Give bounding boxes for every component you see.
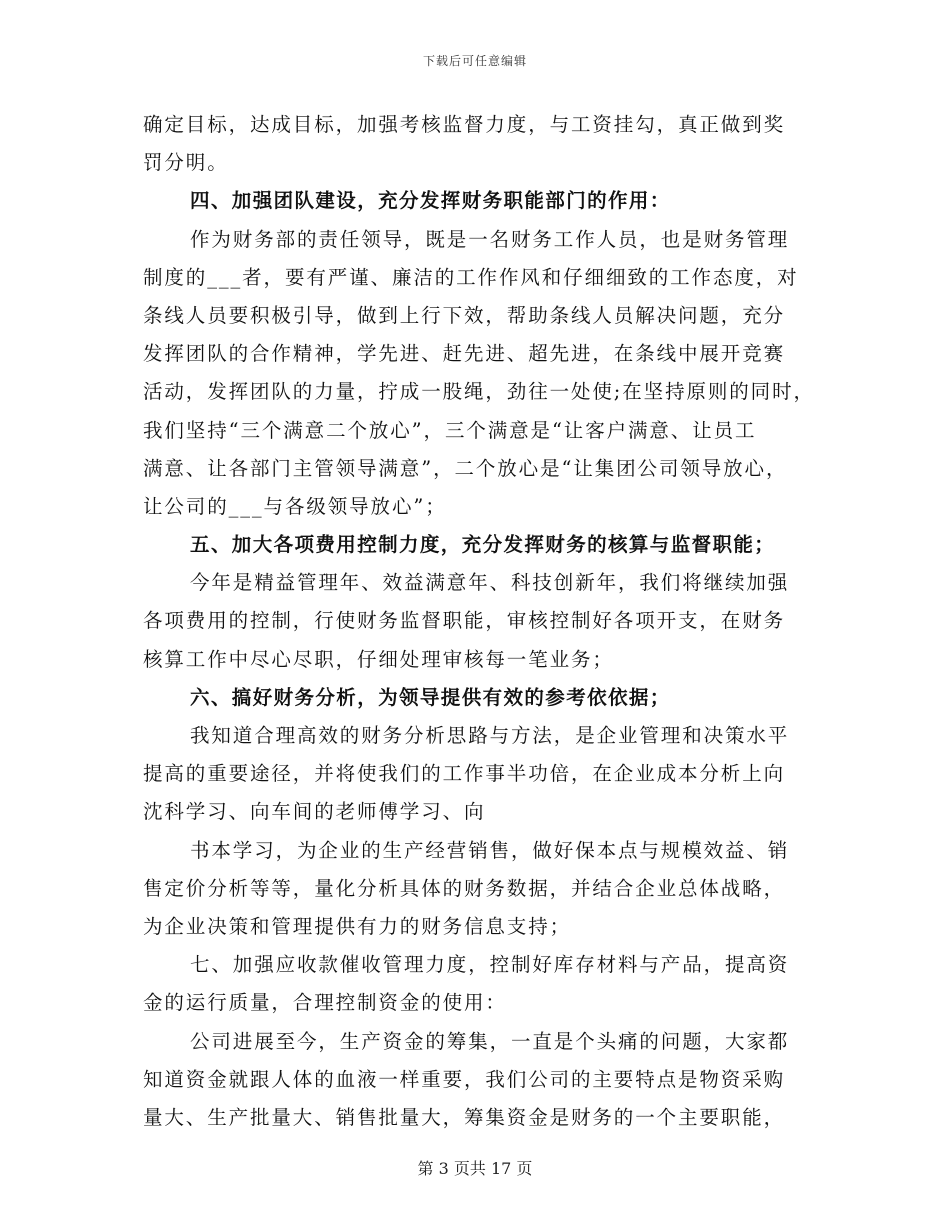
document-body — [143, 106, 813, 1137]
section-heading: 六、搞好财务分析，为领导提供有效的参考依依据； — [190, 685, 671, 709]
page-footer: 第 3 页共 17 页 — [417, 1159, 533, 1178]
section-heading: 四、加强团队建设，充分发挥财务职能部门的作用： — [190, 189, 671, 213]
paragraph-line: 今年是精益管理年、效益满意年、科技创新年，我们将继续加强 — [190, 571, 790, 595]
paragraph-line: 条线人员要积极引导，做到上行下效，帮助条线人员解决问题，充分 — [143, 303, 786, 327]
paragraph-line: 满意、让各部门主管领导满意”，二个放心是“让集团公司领导放心， — [143, 456, 788, 480]
paragraph-line: 活动，发挥团队的力量，拧成一股绳，劲往一处使;在坚持原则的同时， — [143, 380, 815, 404]
paragraph-line: 让公司的___与各级领导放心”； — [143, 494, 447, 518]
paragraph-line: 核算工作中尽心尽职，仔细处理审核每一笔业务； — [143, 647, 614, 671]
paragraph-line: 沈科学习、向车间的老师傅学习、向 — [143, 800, 486, 824]
paragraph-line: 我们坚持“三个满意二个放心”，三个满意是“让客户满意、让员工 — [143, 418, 757, 442]
paragraph-line: 公司进展至今，生产资金的筹集，一直是个头痛的问题，大家都 — [190, 1029, 790, 1053]
paragraph-line: 知道资金就跟人体的血液一样重要，我们公司的主要特点是物资采购 — [143, 1067, 786, 1091]
paragraph-line: 发挥团队的合作精神，学先进、赶先进、超先进，在条线中展开竞赛 — [143, 342, 786, 366]
paragraph-line: 确定目标，达成目标，加强考核监督力度，与工资挂勾，真正做到奖 — [143, 113, 786, 136]
paragraph-line: 各项费用的控制，行使财务监督职能，审核控制好各项开支，在财务 — [143, 609, 786, 633]
paragraph-line: 金的运行质量，合理控制资金的使用： — [143, 991, 507, 1015]
paragraph-line: 书本学习，为企业的生产经营销售，做好保本点与规模效益、销 — [190, 838, 790, 862]
paragraph-line: 制度的___者，要有严谨、廉洁的工作作风和仔细细致的工作态度，对 — [143, 265, 799, 289]
paragraph-line: 罚分明。 — [143, 151, 229, 175]
paragraph-line: 售定价分析等等，量化分析具体的财务数据，并结合企业总体战略， — [143, 876, 786, 900]
page-header: 下载后可任意编辑 — [422, 54, 527, 68]
paragraph-line: 作为财务部的责任领导，既是一名财务工作人员，也是财务管理 — [190, 227, 790, 251]
paragraph-line: 量大、生产批量大、销售批量大，筹集资金是财务的一个主要职能， — [143, 1105, 786, 1129]
paragraph-line: 七、加强应收款催收管理力度，控制好库存材料与产品，提高资 — [190, 953, 790, 977]
paragraph-line: 为企业决策和管理提供有力的财务信息支持； — [143, 914, 572, 938]
paragraph-line: 提高的重要途径，并将使我们的工作事半功倍，在企业成本分析上向 — [143, 762, 786, 786]
section-heading: 五、加大各项费用控制力度，充分发挥财务的核算与监督职能； — [190, 533, 776, 557]
paragraph-line: 我知道合理高效的财务分析思路与方法，是企业管理和决策水平 — [190, 724, 790, 747]
